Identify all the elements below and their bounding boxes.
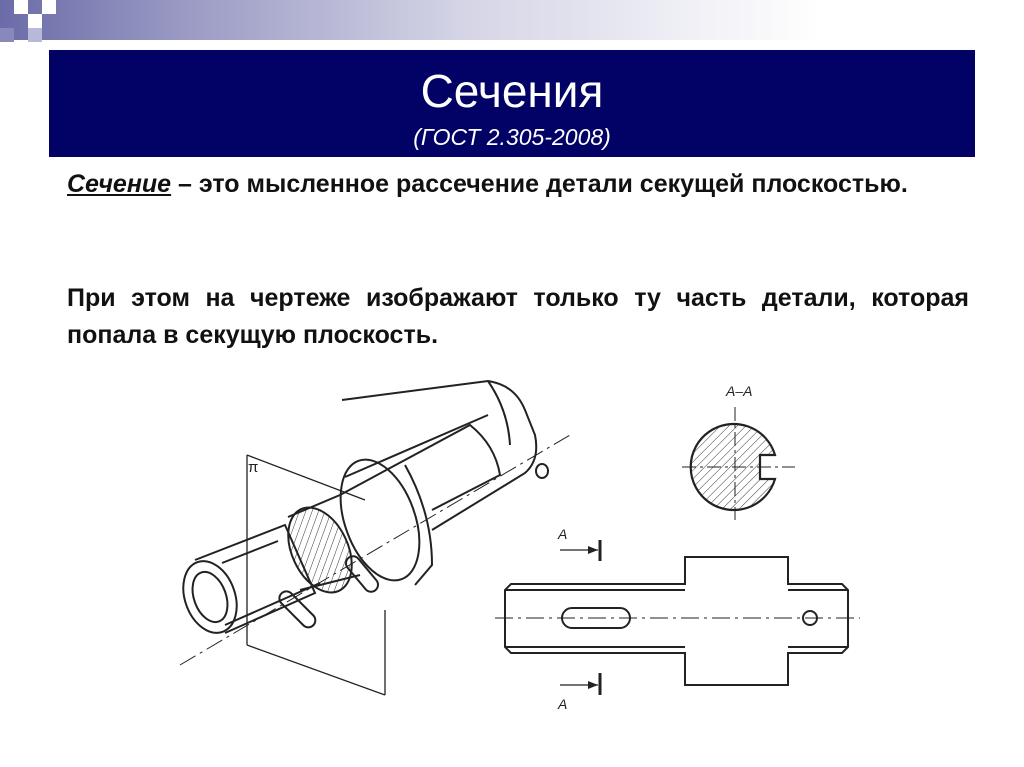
definition-text: – это мысленное рассечение детали секущей плоскостью.: [171, 170, 908, 198]
plane-label: π: [248, 459, 259, 476]
section-view: [682, 383, 795, 520]
slide-title: Сечения: [420, 65, 604, 117]
title-bar: [49, 50, 975, 157]
definition-term: Сечение: [67, 170, 172, 198]
explanation-paragraph: При этом на чертеже изображают только ту часть детали, которая попала в секущую плоскость.: [67, 284, 969, 349]
cut-label-bottom: А: [558, 696, 568, 712]
slide-subtitle: (ГОСТ 2.305-2008): [413, 124, 611, 150]
cut-label-top: А: [558, 526, 568, 542]
definition-paragraph: [67, 166, 969, 203]
section-label: А–А: [726, 383, 753, 399]
orthographic-view: [495, 540, 860, 695]
top-gradient-band: [0, 0, 1024, 40]
technical-drawing: [170, 365, 870, 725]
